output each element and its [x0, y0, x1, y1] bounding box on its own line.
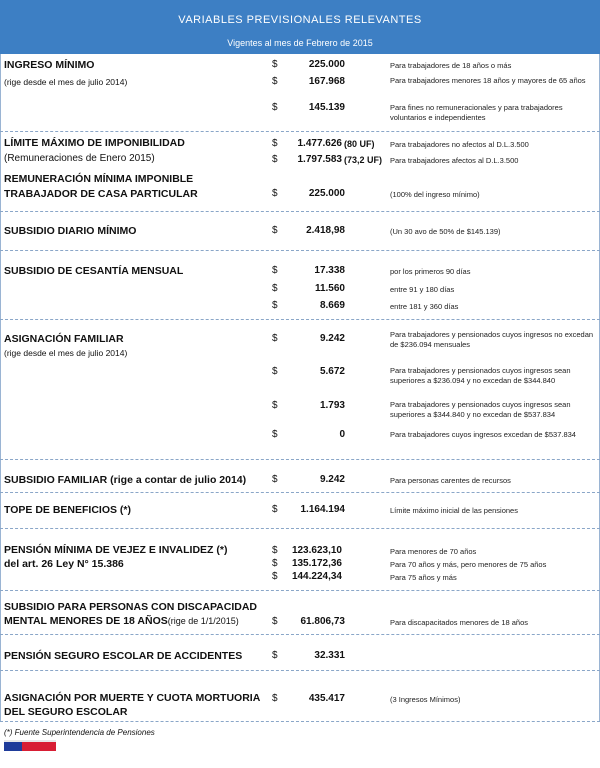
subsidio-diario-amount: 2.418,98 — [306, 225, 345, 236]
header-subtitle: Vigentes al mes de Febrero de 2015 — [227, 38, 373, 48]
row-separator — [0, 670, 600, 671]
pension-minima-note-3: Para 75 años y más — [390, 573, 457, 582]
row-separator — [0, 211, 600, 212]
row-separator — [0, 250, 600, 251]
limite-maximo-note-1: Para trabajadores no afectos al D.L.3.500 — [390, 140, 529, 149]
currency-sign: $ — [272, 400, 278, 411]
asignacion-muerte-label-2: DEL SEGURO ESCOLAR — [4, 706, 128, 718]
subsidio-familiar-label: SUBSIDIO FAMILIAR (rige a contar de julio 2014) — [4, 474, 247, 486]
subsidio-cesantia-label: SUBSIDIO DE CESANTÍA MENSUAL — [4, 265, 184, 277]
subsidio-cesantia-amount-3: 8.669 — [319, 300, 345, 311]
ingreso-minimo-sublabel: (rige desde el mes de julio 2014) — [4, 77, 128, 87]
pension-minima-label-1: PENSIÓN MÍNIMA DE VEJEZ E INVALIDEZ (*) — [4, 544, 228, 556]
ingreso-minimo-label: INGRESO MÍNIMO — [4, 59, 95, 71]
currency-sign: $ — [272, 558, 278, 569]
subsidio-cesantia-note-3: entre 181 y 360 días — [390, 302, 459, 311]
currency-sign: $ — [272, 650, 278, 661]
currency-sign: $ — [272, 102, 278, 113]
currency-sign: $ — [272, 76, 278, 87]
currency-sign: $ — [272, 59, 278, 70]
pension-minima-amount-2: 135.172,36 — [291, 558, 342, 569]
ingreso-minimo-note-3: Para fines no remuneracionales y para trabajadores voluntarios e independientes — [390, 103, 563, 122]
subsidio-diario-note: (Un 30 avo de 50% de $145.139) — [390, 227, 501, 236]
ingreso-minimo-note-1: Para trabajadores de 18 años o más — [390, 61, 512, 70]
pension-minima-amount-3: 144.224,34 — [291, 571, 342, 582]
asignacion-familiar-note-1: Para trabajadores y pensionados cuyos ingresos no excedan de $236.094 mensuales — [390, 330, 594, 349]
row-separator — [0, 528, 600, 529]
asignacion-familiar-label: ASIGNACIÓN FAMILIAR — [4, 333, 124, 345]
currency-sign: $ — [272, 366, 278, 377]
limite-maximo-note-2: Para trabajadores afectos al D.L.3.500 — [390, 156, 519, 165]
remuneracion-casa-note: (100% del ingreso mínimo) — [390, 190, 480, 199]
currency-sign: $ — [272, 693, 278, 704]
currency-sign: $ — [272, 474, 278, 485]
currency-sign: $ — [272, 300, 278, 311]
row-separator — [0, 634, 600, 635]
asignacion-familiar-amount-3: 1.793 — [319, 400, 345, 411]
limite-maximo-uf-1: (80 UF) — [344, 139, 375, 149]
currency-sign: $ — [272, 265, 278, 276]
asignacion-familiar-note-4: Para trabajadores cuyos ingresos excedan de $537.834 — [390, 430, 576, 439]
asignacion-muerte-note: (3 Ingresos Mínimos) — [390, 695, 461, 704]
source-footnote: (*) Fuente Superintendencia de Pensiones — [4, 728, 155, 737]
limite-maximo-uf-2: (73,2 UF) — [344, 155, 383, 165]
row-separator — [0, 319, 600, 320]
ingreso-minimo-amount-3: 145.139 — [308, 102, 345, 113]
limite-maximo-amount-1: 1.477.626 — [297, 138, 342, 149]
tope-beneficios-amount: 1.164.194 — [300, 504, 345, 515]
currency-sign: $ — [272, 188, 278, 199]
currency-sign: $ — [272, 283, 278, 294]
limite-maximo-amount-2: 1.797.583 — [297, 154, 342, 165]
limite-maximo-sublabel: (Remuneraciones de Enero 2015) — [4, 153, 155, 164]
subsidio-cesantia-note-1: por los primeros 90 días — [390, 267, 471, 276]
currency-sign: $ — [272, 154, 278, 165]
remuneracion-casa-label-2: TRABAJADOR DE CASA PARTICULAR — [4, 188, 198, 200]
currency-sign: $ — [272, 571, 278, 582]
row-separator — [0, 721, 600, 722]
subsidio-diario-label: SUBSIDIO DIARIO MÍNIMO — [4, 225, 137, 237]
row-separator — [0, 590, 600, 591]
limite-maximo-label: LÍMITE MÁXIMO DE IMPONIBILIDAD — [4, 137, 185, 149]
asignacion-familiar-amount-1: 9.242 — [319, 333, 345, 344]
currency-sign: $ — [272, 616, 278, 627]
pension-minima-amount-1: 123.623,10 — [291, 545, 342, 556]
currency-sign: $ — [272, 138, 278, 149]
asignacion-muerte-label-1: ASIGNACIÓN POR MUERTE Y CUOTA MORTUORIA — [4, 692, 261, 704]
pension-minima-label-2: del art. 26 Ley N° 15.386 — [4, 558, 124, 570]
subsidio-discapacidad-label-2 — [4, 615, 239, 627]
frame-left-border — [0, 54, 1, 722]
asignacion-familiar-note-2: Para trabajadores y pensionados cuyos ingresos sean superiores a $236.094 y no excedan de $344.840 — [390, 366, 571, 385]
pension-escolar-amount: 32.331 — [314, 650, 345, 661]
subsidio-cesantia-note-2: entre 91 y 180 días — [390, 285, 455, 294]
subsidio-discapacidad-label-1: SUBSIDIO PARA PERSONAS CON DISCAPACIDAD — [4, 601, 257, 613]
row-separator — [0, 131, 600, 132]
subsidio-cesantia-amount-2: 11.560 — [314, 283, 345, 294]
remuneracion-casa-label-1: REMUNERACIÓN MÍNIMA IMPONIBLE — [4, 173, 194, 185]
chile-flag-stripe — [4, 740, 56, 751]
subsidio-familiar-amount: 9.242 — [319, 474, 345, 485]
pension-escolar-label: PENSIÓN SEGURO ESCOLAR DE ACCIDENTES — [4, 650, 243, 662]
currency-sign: $ — [272, 429, 278, 440]
row-separator — [0, 492, 600, 493]
tope-beneficios-label: TOPE DE BENEFICIOS (*) — [4, 504, 131, 516]
subsidio-cesantia-amount-1: 17.338 — [314, 265, 345, 276]
row-separator — [0, 459, 600, 460]
asignacion-familiar-note-3: Para trabajadores y pensionados cuyos ingresos sean superiores a $344.840 y no excedan de $537.834 — [390, 400, 571, 419]
tope-beneficios-note: Límite máximo inicial de las pensiones — [390, 506, 518, 515]
asignacion-familiar-sublabel: (rige desde el mes de julio 2014) — [4, 348, 128, 358]
asignacion-familiar-amount-4: 0 — [339, 429, 345, 440]
ingreso-minimo-note-2: Para trabajadores menores 18 años y mayores de 65 años — [390, 76, 586, 85]
subsidio-discapacidad-label-2-text: MENTAL MENORES DE 18 AÑOS — [4, 615, 168, 627]
currency-sign: $ — [272, 504, 278, 515]
pension-minima-note-1: Para menores de 70 años — [390, 547, 477, 556]
subsidio-discapacidad-note: Para discapacitados menores de 18 años — [390, 618, 529, 627]
table-header — [0, 0, 600, 54]
ingreso-minimo-amount-2: 167.968 — [308, 76, 345, 87]
pension-minima-note-2: Para 70 años y más, pero menores de 75 años — [390, 560, 547, 569]
currency-sign: $ — [272, 225, 278, 236]
asignacion-familiar-amount-2: 5.672 — [319, 366, 345, 377]
ingreso-minimo-amount-1: 225.000 — [308, 59, 345, 70]
subsidio-discapacidad-vigencia: (rige de 1/1/2015) — [167, 616, 239, 626]
currency-sign: $ — [272, 545, 278, 556]
remuneracion-casa-amount: 225.000 — [308, 188, 345, 199]
header-title: VARIABLES PREVISIONALES RELEVANTES — [178, 14, 422, 26]
currency-sign: $ — [272, 333, 278, 344]
subsidio-familiar-note: Para personas carentes de recursos — [390, 476, 511, 485]
subsidio-discapacidad-amount: 61.806,73 — [300, 616, 345, 627]
asignacion-muerte-amount: 435.417 — [308, 693, 345, 704]
